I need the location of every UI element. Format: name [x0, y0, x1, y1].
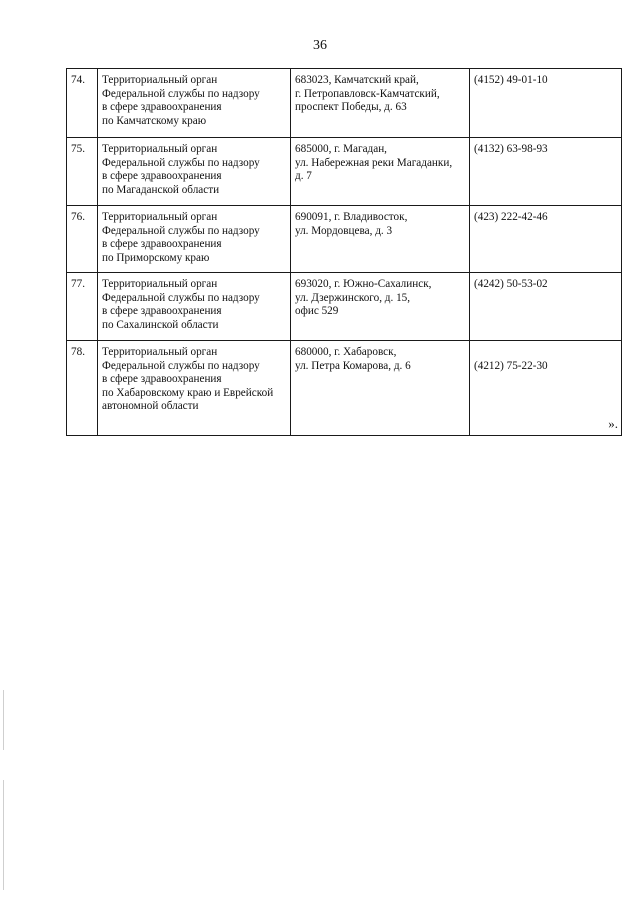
table-row [67, 273, 622, 341]
organization-name: Территориальный орган Федеральной службы по надзору в сфере здравоохранения по Приморскому краю [98, 206, 291, 273]
row-number: 76. [67, 206, 98, 273]
scan-edge-line [3, 780, 4, 890]
organization-phone-cell [470, 341, 622, 436]
table-row [67, 341, 622, 436]
row-number: 78. [67, 341, 98, 436]
organization-phone: (4152) 49-01-10 [470, 69, 622, 138]
organization-address: 683023, Камчатский край, г. Петропавловск-Камчатский, проспект Победы, д. 63 [291, 69, 470, 138]
organization-phone: (423) 222-42-46 [470, 206, 622, 273]
row-number: 77. [67, 273, 98, 341]
closing-quote-mark: ». [608, 416, 618, 432]
organization-name: Территориальный орган Федеральной службы по надзору в сфере здравоохранения по Магаданской области [98, 138, 291, 206]
table-row [67, 138, 622, 206]
row-number: 75. [67, 138, 98, 206]
organization-phone: (4132) 63-98-93 [470, 138, 622, 206]
table-row [67, 69, 622, 138]
organization-address: 680000, г. Хабаровск, ул. Петра Комарова, д. 6 [291, 341, 470, 436]
organization-address: 693020, г. Южно-Сахалинск, ул. Дзержинского, д. 15, офис 529 [291, 273, 470, 341]
territorial-bodies-table [66, 68, 622, 436]
organization-address: 685000, г. Магадан, ул. Набережная реки Магаданки, д. 7 [291, 138, 470, 206]
organization-phone: (4242) 50-53-02 [470, 273, 622, 341]
page-number: 36 [313, 38, 327, 53]
table-row [67, 206, 622, 273]
scan-edge-line [3, 690, 4, 750]
row-number: 74. [67, 69, 98, 138]
organization-name: Территориальный орган Федеральной службы по надзору в сфере здравоохранения по Камчатскому краю [98, 69, 291, 138]
organization-name: Территориальный орган Федеральной службы по надзору в сфере здравоохранения по Сахалинской области [98, 273, 291, 341]
organization-name: Территориальный орган Федеральной службы по надзору в сфере здравоохранения по Хабаровскому краю и Еврейской автономной области [98, 341, 291, 436]
organization-address: 690091, г. Владивосток, ул. Мордовцева, д. 3 [291, 206, 470, 273]
organization-phone: (4212) 75-22-30 [474, 359, 548, 372]
